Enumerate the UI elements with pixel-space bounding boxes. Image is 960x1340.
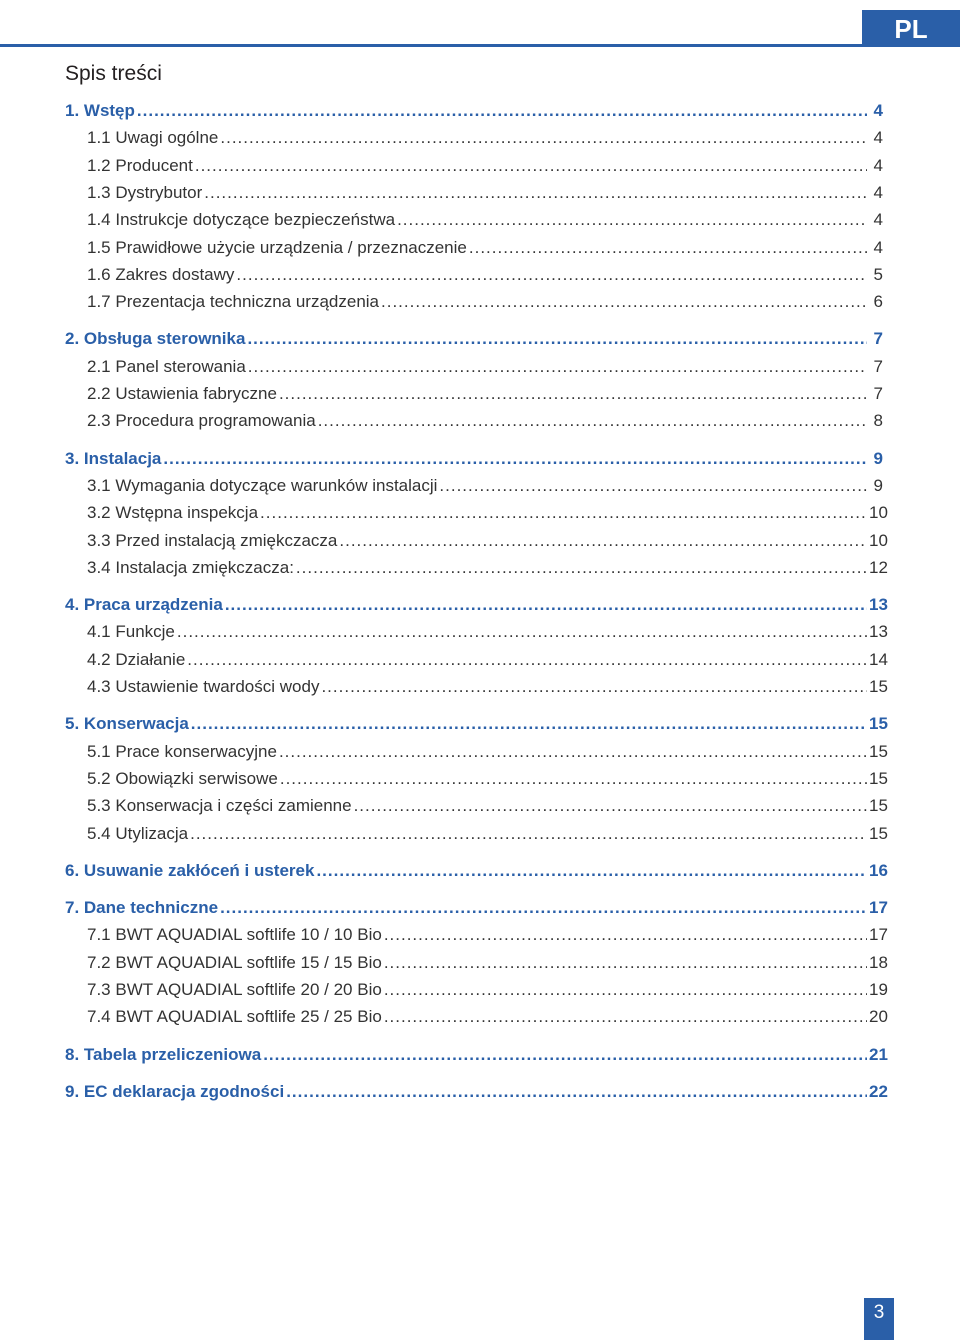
toc-entry-label: 1.5 Prawidłowe użycie urządzenia / przeznaczenie bbox=[87, 237, 467, 257]
toc-subsection-entry[interactable] bbox=[65, 262, 883, 288]
toc-entry-label: 1.1 Uwagi ogólne bbox=[87, 128, 219, 148]
header-rule bbox=[0, 44, 862, 47]
toc-dot-leader bbox=[279, 739, 867, 765]
toc-subsection-entry[interactable] bbox=[65, 289, 883, 315]
toc-entry-page: 21 bbox=[869, 1044, 888, 1064]
toc-dot-leader bbox=[220, 895, 867, 921]
toc-dot-leader bbox=[248, 354, 867, 380]
toc-entry-label: 3.3 Przed instalacją zmiękczacza bbox=[87, 530, 338, 550]
toc-dot-leader bbox=[384, 1004, 867, 1030]
toc-dot-leader bbox=[220, 125, 867, 151]
toc-subsection-entry[interactable] bbox=[65, 674, 888, 700]
toc-entry-label: 7.2 BWT AQUADIAL softlife 15 / 15 Bio bbox=[87, 952, 382, 972]
toc-subsection-entry[interactable] bbox=[65, 619, 888, 645]
toc-entry-page: 17 bbox=[869, 898, 888, 918]
toc-entry-label: 3.1 Wymagania dotyczące warunków instalacji bbox=[87, 475, 438, 495]
toc-entry-label: 2.1 Panel sterowania bbox=[87, 356, 246, 376]
toc-entry-page: 4 bbox=[873, 237, 883, 257]
toc-dot-leader bbox=[187, 647, 867, 673]
toc-chapter-entry[interactable] bbox=[65, 592, 888, 618]
toc-entry-label: 5.1 Prace konserwacyjne bbox=[87, 741, 277, 761]
toc-entry-page: 15 bbox=[869, 741, 888, 761]
toc-subsection-entry[interactable] bbox=[65, 500, 888, 526]
toc-subsection-entry[interactable] bbox=[65, 739, 888, 765]
toc-dot-leader bbox=[286, 1079, 867, 1105]
toc-entry-label: 7.1 BWT AQUADIAL softlife 10 / 10 Bio bbox=[87, 925, 382, 945]
toc-entry-page: 10 bbox=[869, 530, 888, 550]
toc-chapter-entry[interactable] bbox=[65, 326, 883, 352]
toc-dot-leader bbox=[260, 500, 867, 526]
toc-entry-page: 4 bbox=[873, 210, 883, 230]
toc-dot-leader bbox=[384, 950, 867, 976]
toc-entry-label: 4.2 Działanie bbox=[87, 649, 186, 669]
toc-entry-label: 9. EC deklaracja zgodności bbox=[65, 1081, 285, 1101]
toc-entry-label: 4.1 Funkcje bbox=[87, 622, 175, 642]
toc-dot-leader bbox=[177, 619, 867, 645]
toc-entry-page: 17 bbox=[869, 925, 888, 945]
toc-subsection-entry[interactable] bbox=[65, 408, 883, 434]
toc-chapter-entry[interactable] bbox=[65, 1079, 888, 1105]
toc-entry-label: 1.4 Instrukcje dotyczące bezpieczeństwa bbox=[87, 210, 396, 230]
toc-entry-page: 4 bbox=[873, 155, 883, 175]
toc-dot-leader bbox=[191, 711, 867, 737]
toc-dot-leader bbox=[384, 922, 867, 948]
toc-entry-label: 1.2 Producent bbox=[87, 155, 193, 175]
toc-entry-label: 4. Praca urządzenia bbox=[65, 595, 223, 615]
toc-entry-page: 4 bbox=[873, 182, 883, 202]
toc-entry-page: 18 bbox=[869, 952, 888, 972]
toc-entry-label: 7. Dane techniczne bbox=[65, 898, 219, 918]
toc-entry-page: 15 bbox=[869, 677, 888, 696]
toc-entry-label: 1.7 Prezentacja techniczna urządzenia bbox=[87, 292, 380, 312]
toc-dot-leader bbox=[296, 555, 867, 581]
toc-entry-page: 15 bbox=[869, 768, 888, 788]
toc-subsection-entry[interactable] bbox=[65, 354, 883, 380]
toc-entry-page: 5 bbox=[873, 264, 883, 284]
toc-dot-leader bbox=[384, 977, 867, 1003]
toc-entry-label: 8. Tabela przeliczeniowa bbox=[65, 1044, 262, 1064]
toc-subsection-entry[interactable] bbox=[65, 555, 888, 581]
toc-entry-label: 4.3 Ustawienie twardości wody bbox=[87, 677, 320, 696]
toc-entry-page: 22 bbox=[869, 1081, 888, 1101]
toc-dot-leader bbox=[190, 821, 867, 847]
toc-entry-label: 5.4 Utylizacja bbox=[87, 823, 189, 843]
toc-subsection-entry[interactable] bbox=[65, 381, 883, 407]
toc-dot-leader bbox=[225, 592, 867, 618]
toc-entry-label: 3. Instalacja bbox=[65, 448, 162, 468]
toc-entry-label: 6. Usuwanie zakłóceń i usterek bbox=[65, 860, 315, 880]
toc-chapter-entry[interactable] bbox=[65, 98, 883, 124]
toc-entry-label: 2.2 Ustawienia fabryczne bbox=[87, 384, 277, 403]
toc-subsection-entry[interactable] bbox=[65, 977, 888, 1003]
toc-entry-label: 5.2 Obowiązki serwisowe bbox=[87, 768, 278, 788]
toc-dot-leader bbox=[439, 473, 867, 499]
toc-chapter-entry[interactable] bbox=[65, 1042, 888, 1068]
toc-entry-page: 20 bbox=[869, 1007, 888, 1027]
toc-chapter-entry[interactable] bbox=[65, 711, 888, 737]
toc-entry-page: 13 bbox=[869, 622, 888, 642]
toc-subsection-entry[interactable] bbox=[65, 1004, 888, 1030]
toc-entry-label: 5.3 Konserwacja i części zamienne bbox=[87, 796, 352, 816]
toc-dot-leader bbox=[381, 289, 867, 315]
toc-title: Spis treści bbox=[65, 62, 162, 85]
toc-dot-leader bbox=[339, 528, 867, 554]
toc-entry-page: 12 bbox=[869, 557, 888, 577]
toc-dot-leader bbox=[469, 235, 867, 261]
toc-entry-label: 3.2 Wstępna inspekcja bbox=[87, 503, 259, 523]
toc-entry-page: 7 bbox=[873, 356, 883, 376]
toc-subsection-entry[interactable] bbox=[65, 821, 888, 847]
toc-entry-page: 8 bbox=[873, 411, 883, 431]
toc-subsection-entry[interactable] bbox=[65, 647, 888, 673]
toc-entry-page: 15 bbox=[869, 796, 888, 816]
toc-dot-leader bbox=[321, 674, 867, 700]
toc-entry-label: 2.3 Procedura programowania bbox=[87, 411, 316, 431]
toc-dot-leader bbox=[354, 793, 867, 819]
toc-dot-leader bbox=[236, 262, 867, 288]
toc-entry-label: 7.4 BWT AQUADIAL softlife 25 / 25 Bio bbox=[87, 1007, 382, 1027]
toc-chapter-entry[interactable] bbox=[65, 858, 888, 884]
toc-dot-leader bbox=[280, 766, 867, 792]
language-tab: PL bbox=[862, 10, 960, 47]
toc-dot-leader bbox=[263, 1042, 867, 1068]
toc-subsection-entry[interactable] bbox=[65, 153, 883, 179]
toc-entry-page: 9 bbox=[873, 475, 883, 495]
toc-subsection-entry[interactable] bbox=[65, 766, 888, 792]
toc-entry-page: 4 bbox=[873, 101, 883, 120]
toc-subsection-entry[interactable] bbox=[65, 922, 888, 948]
toc-dot-leader bbox=[137, 98, 867, 124]
toc-entry-label: 1.3 Dystrybutor bbox=[87, 182, 203, 202]
toc-entry-page: 14 bbox=[869, 649, 888, 669]
toc-entry-page: 15 bbox=[869, 823, 888, 843]
toc-dot-leader bbox=[247, 326, 867, 352]
toc-subsection-entry[interactable] bbox=[65, 207, 883, 233]
toc-entry-label: 7.3 BWT AQUADIAL softlife 20 / 20 Bio bbox=[87, 980, 382, 999]
toc-entry-page: 19 bbox=[869, 980, 888, 999]
toc-entry-page: 7 bbox=[873, 384, 883, 403]
toc-entry-page: 15 bbox=[869, 714, 888, 734]
toc-subsection-entry[interactable] bbox=[65, 180, 883, 206]
toc-entry-page: 16 bbox=[869, 860, 888, 880]
toc-dot-leader bbox=[318, 408, 867, 434]
toc-chapter-entry[interactable] bbox=[65, 895, 888, 921]
toc-subsection-entry[interactable] bbox=[65, 473, 883, 499]
toc-subsection-entry[interactable] bbox=[65, 950, 888, 976]
toc-subsection-entry[interactable] bbox=[65, 793, 888, 819]
toc-chapter-entry[interactable] bbox=[65, 446, 883, 472]
toc-entry-label: 2. Obsługa sterownika bbox=[65, 329, 246, 349]
toc-entry-label: 5. Konserwacja bbox=[65, 714, 189, 734]
page-number: 3 bbox=[864, 1298, 894, 1340]
toc-entry-page: 9 bbox=[873, 448, 883, 468]
toc-dot-leader bbox=[204, 180, 867, 206]
toc-entry-page: 6 bbox=[873, 292, 883, 312]
toc-entry-label: 1.6 Zakres dostawy bbox=[87, 264, 235, 284]
toc-entry-page: 13 bbox=[869, 595, 888, 615]
toc-subsection-entry[interactable] bbox=[65, 528, 888, 554]
toc-entry-page: 4 bbox=[873, 128, 883, 148]
toc-subsection-entry[interactable] bbox=[65, 125, 883, 151]
toc-dot-leader bbox=[397, 207, 867, 233]
toc-subsection-entry[interactable] bbox=[65, 235, 883, 261]
toc-dot-leader bbox=[195, 153, 867, 179]
toc-dot-leader bbox=[279, 381, 867, 407]
toc-dot-leader bbox=[163, 446, 867, 472]
toc-dot-leader bbox=[316, 858, 867, 884]
toc-entry-page: 7 bbox=[873, 329, 883, 349]
toc-entry-label: 1. Wstęp bbox=[65, 101, 135, 120]
toc-entry-label: 3.4 Instalacja zmiękczacza: bbox=[87, 557, 294, 577]
toc-entry-page: 10 bbox=[869, 503, 888, 523]
